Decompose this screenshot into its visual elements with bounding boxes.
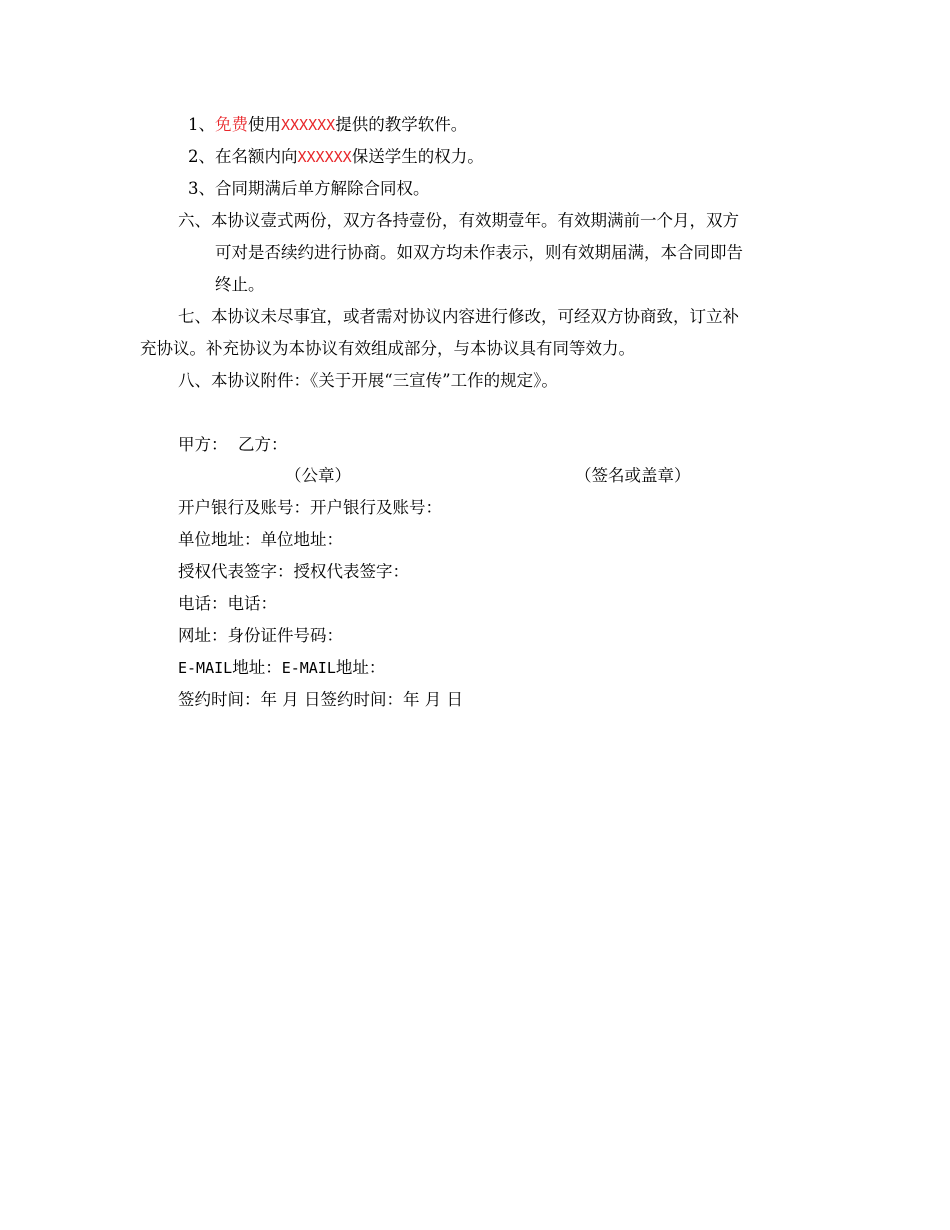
item-2-placeholder: XXXXXX — [297, 148, 352, 166]
clause-6-line-2: 可对是否续约进行协商。如双方均未作表示，则有效期届满，本合同即告 — [215, 243, 743, 262]
item-1-prefix: 1、 — [188, 115, 215, 134]
item-1-mid: 使用 — [248, 115, 281, 134]
signature-parties: 甲方： 乙方： — [178, 435, 288, 454]
item-2-suffix: 保送学生的权力。 — [351, 147, 484, 166]
signature-seal-b: （签名或盖章） — [575, 466, 691, 485]
clause-6-line-1: 六、本协议壹式两份，双方各持壹份，有效期壹年。有效期满前一个月，双方 — [178, 211, 739, 230]
clause-6-line-3: 终止。 — [215, 275, 265, 294]
signature-phone: 电话：电话： — [178, 594, 277, 613]
list-item-3: 3、合同期满后单方解除合同权。 — [188, 179, 430, 198]
signature-bank: 开户银行及账号：开户银行及账号： — [178, 498, 442, 517]
list-item-2 — [188, 147, 484, 167]
email-a-cjk: 地址： — [232, 658, 282, 677]
clause-7-line-1: 七、本协议未尽事宜，或者需对协议内容进行修改，可经双方协商致，订立补 — [178, 307, 739, 326]
clause-7-line-2: 充协议。补充协议为本协议有效组成部分，与本协议具有同等效力。 — [140, 339, 635, 358]
email-b-latin: E-MAIL — [281, 659, 336, 677]
signature-date: 签约时间：年 月 日签约时间：年 月 日 — [178, 690, 463, 709]
signature-web: 网址：身份证件号码： — [178, 626, 343, 645]
list-item-1 — [188, 115, 467, 135]
signature-representative: 授权代表签字：授权代表签字： — [178, 562, 409, 581]
item-1-red-word: 免费 — [215, 115, 248, 134]
signature-seal-a: （公章） — [285, 466, 351, 485]
item-1-placeholder: XXXXXX — [281, 116, 336, 134]
item-1-suffix: 提供的教学软件。 — [335, 115, 468, 134]
signature-email — [178, 658, 385, 678]
item-2-prefix: 2、在名额内向 — [188, 147, 298, 166]
email-a-latin: E-MAIL — [178, 659, 233, 677]
email-b-cjk: 地址： — [335, 658, 386, 677]
signature-address: 单位地址：单位地址： — [178, 530, 343, 549]
clause-8: 八、本协议附件：《关于开展“三宣传”工作的规定》。 — [178, 371, 558, 390]
